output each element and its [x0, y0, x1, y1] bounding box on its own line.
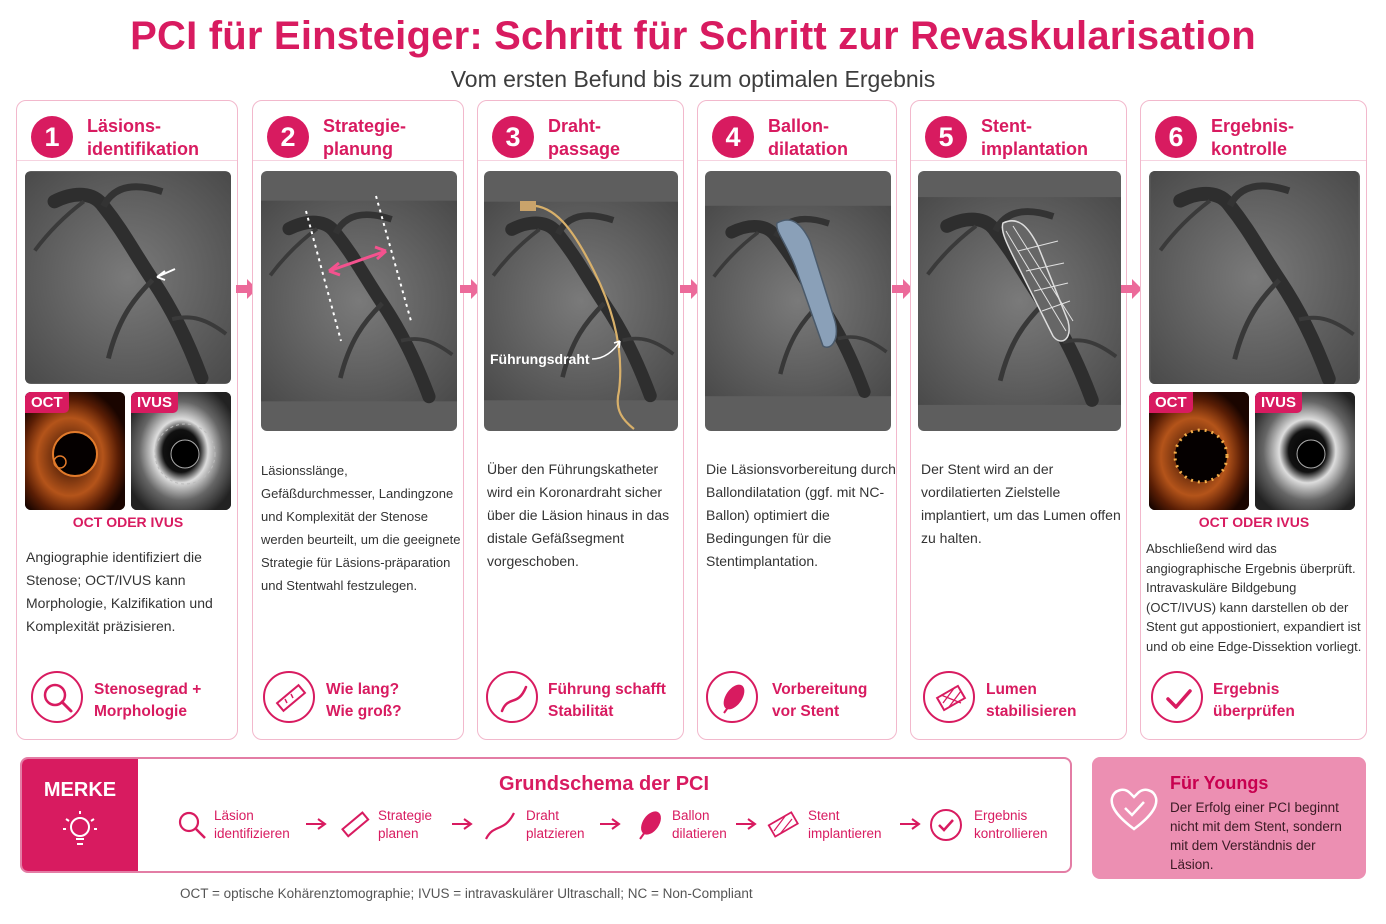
youngs-title: Für Youngs: [1170, 773, 1269, 793]
flow-arrow-icon: [736, 817, 758, 831]
step-description: Der Stent wird an der vordilatierten Zielstelle implantiert, um das Lumen offen zu halten.: [921, 461, 1121, 546]
merke-box: [20, 757, 1072, 873]
step-footer-label: Vorbereitung vor Stent: [772, 681, 868, 720]
step-number: 6: [1155, 116, 1197, 158]
step-number: 3: [492, 116, 534, 158]
ivus-tag: IVUS: [131, 392, 178, 413]
flow-step-label: Ballon dilatieren: [672, 808, 727, 841]
step-number: 4: [712, 116, 754, 158]
oct-tag: OCT: [25, 392, 69, 413]
youngs-box: [1092, 757, 1366, 879]
step-footer-label: Ergebnis überprüfen: [1213, 681, 1295, 720]
step-description: Die Läsionsvorbereitung durch Ballondilatation (ggf. mit NC-Ballon) optimiert die Bedingungen für die Stentimplantation.: [706, 461, 896, 569]
magnifier-icon: [31, 671, 83, 723]
image-caption: OCT ODER IVUS: [1198, 514, 1310, 530]
oct-tag: OCT: [1149, 392, 1193, 413]
check-icon: [928, 807, 964, 843]
step-header: [478, 101, 683, 161]
step-footer-label: Lumen stabilisieren: [986, 681, 1077, 720]
angiography-image: [484, 171, 678, 431]
flow-step-2: [336, 807, 433, 848]
step-header: [1141, 101, 1366, 161]
page-subtitle: Vom ersten Befund bis zum optimalen Ergebnis: [450, 66, 936, 92]
step-header: [253, 101, 463, 161]
check-icon: [1151, 671, 1203, 723]
step-header: [911, 101, 1126, 161]
heart-check-icon: [1108, 785, 1160, 833]
step-description: Über den Führungskatheter wird ein Koronardraht sicher über die Läsion hinaus in das distale Gefäßsegment vorgeschoben.: [487, 461, 670, 569]
image-caption: OCT ODER IVUS: [72, 514, 184, 530]
merke-label: MERKE: [43, 779, 117, 801]
merke-panel: [22, 759, 138, 873]
step-card-5: [910, 100, 1127, 740]
flow-step-3: [482, 807, 585, 848]
flow-step-6: [928, 807, 1048, 848]
flow-arrow-icon: [900, 817, 922, 831]
step-number: 2: [267, 116, 309, 158]
flow-step-label: Stent implantieren: [808, 808, 882, 841]
step-card-4: [697, 100, 897, 740]
stent-icon: [764, 807, 800, 843]
flow-arrow-icon: [306, 817, 328, 831]
step-description: Angiographie identifiziert die Stenose; OCT/IVUS kann Morphologie, Kalzifikation und Komplexität präzisieren.: [26, 549, 213, 634]
merke-title: Grundschema der PCI: [498, 773, 710, 795]
step-header: [698, 101, 896, 161]
angiography-image: [1149, 171, 1360, 384]
oct-image: [1149, 392, 1249, 510]
wire-icon: [486, 671, 538, 723]
step-description: Läsionsslänge, Gefäßdurchmesser, Landingzone und Komplexität der Stenose werden beurteilt, um die geeignete Strategie für Läsions-präparation und Stentwahl festzulegen.: [261, 463, 461, 593]
ruler-icon: [336, 807, 372, 843]
flow-step-label: Draht platzieren: [526, 808, 585, 841]
flow-step-label: Ergebnis kontrollieren: [974, 808, 1048, 841]
youngs-text: Der Erfolg einer PCI beginnt nicht mit dem Stent, sondern mit dem Verständnis der Läsion.: [1170, 800, 1342, 872]
magnifier-icon: [174, 807, 210, 843]
step-title: Läsions- identifikation: [87, 116, 199, 159]
step-number: 1: [31, 116, 73, 158]
angiography-image: [918, 171, 1121, 431]
step-card-2: [252, 100, 464, 740]
step-title: Ballon- dilatation: [768, 116, 848, 159]
ivus-image: [1255, 392, 1355, 510]
flow-arrow-icon: [452, 817, 474, 831]
step-footer-label: Führung schafft Stabilität: [548, 681, 666, 720]
step-card-6: [1140, 100, 1367, 740]
ivus-image: [131, 392, 231, 510]
wire-icon: [482, 807, 518, 843]
step-footer-label: Stenosegrad + Morphologie: [94, 681, 202, 720]
step-card-3: [477, 100, 684, 740]
flow-step-label: Läsion identifizieren: [214, 808, 290, 841]
step-card-1: [16, 100, 238, 740]
flow-step-1: [174, 807, 290, 848]
angiography-image: [25, 171, 231, 384]
step-footer-label: Wie lang? Wie groß?: [326, 681, 402, 720]
step-header: [17, 101, 237, 161]
balloon-icon: [632, 807, 668, 843]
lightbulb-icon: [60, 809, 100, 853]
step-title: Draht- passage: [548, 116, 621, 159]
step-number: 5: [925, 116, 967, 158]
step-title: Ergebnis- kontrolle: [1211, 116, 1295, 159]
ivus-tag: IVUS: [1255, 392, 1302, 413]
flow-step-4: [632, 807, 727, 848]
balloon-icon: [706, 671, 758, 723]
angiography-image: [705, 171, 891, 431]
ruler-icon: [263, 671, 315, 723]
oct-image: [25, 392, 125, 510]
flow-arrow-icon: [600, 817, 622, 831]
step-title: Strategie- planung: [323, 116, 407, 159]
guidewire-annotation: Führungsdraht: [490, 351, 590, 367]
step-title: Stent- implantation: [981, 116, 1088, 159]
step-description: Abschließend wird das angiographische Ergebnis überprüft. Intravaskuläre Bildgebung (OCT/IVUS) kann darstellen ob der Stent gut appostioniert, expandiert ist und ob eine Edge-Dissektion vorliegt.: [1146, 541, 1362, 654]
flow-step-5: [764, 807, 882, 848]
stent-icon: [923, 671, 975, 723]
page-title: PCI für Einsteiger: Schritt für Schritt zur Revaskularisation: [130, 14, 1256, 58]
angiography-image: [261, 171, 457, 431]
flow-step-label: Strategie planen: [378, 808, 433, 841]
footnote: OCT = optische Kohärenztomographie; IVUS = intravaskulärer Ultraschall; NC = Non-Compliant: [180, 886, 753, 901]
